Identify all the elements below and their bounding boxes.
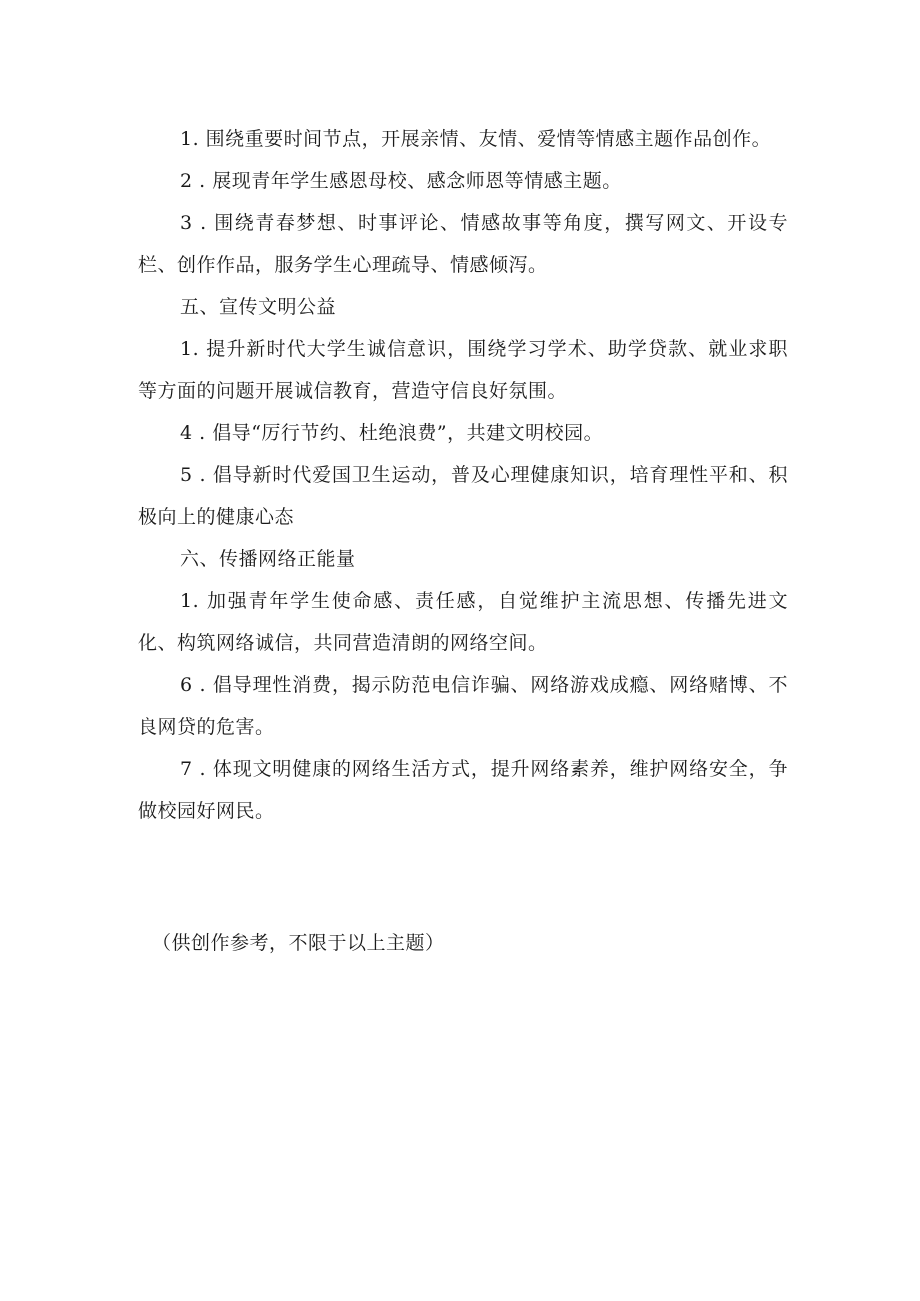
paragraph-emotion-2: 2 . 展现青年学生感恩母校、感念师恩等情感主题。 xyxy=(180,170,622,192)
paragraph-civility-2: 4 . 倡导“厉行节约、杜绝浪费”，共建文明校园。 xyxy=(180,422,604,444)
section-heading-network: 六、传播网络正能量 xyxy=(180,548,356,570)
paragraph-civility-3: 5 . 倡导新时代爱国卫生运动，普及心理健康知识，培育理性平和、积极向上的健康心态 xyxy=(138,464,788,528)
section-heading-civility: 五、宣传文明公益 xyxy=(180,296,337,318)
paragraph-emotion-3: 3 . 围绕青春梦想、时事评论、情感故事等角度，撰写网文、开设专栏、创作作品，服务学生心理疏导、情感倾泻。 xyxy=(138,212,788,276)
paragraph-network-3: 7 . 体现文明健康的网络生活方式，提升网络素养，维护网络安全，争做校园好网民。 xyxy=(138,758,788,822)
paragraph-civility-1: 1. 提升新时代大学生诚信意识，围绕学习学术、助学贷款、就业求职等方面的问题开展诚信教育，营造守信良好氛围。 xyxy=(138,338,788,402)
paragraph-network-2: 6 . 倡导理性消费，揭示防范电信诈骗、网络游戏成瘾、网络赌博、不良网贷的危害。 xyxy=(138,674,788,738)
paragraph-emotion-1: 1. 围绕重要时间节点，开展亲情、友情、爱情等情感主题作品创作。 xyxy=(180,128,772,150)
reference-note: （供创作参考，不限于以上主题） xyxy=(152,932,445,954)
paragraph-network-1: 1. 加强青年学生使命感、责任感，自觉维护主流思想、传播先进文化、构筑网络诚信，共同营造清朗的网络空间。 xyxy=(138,590,788,654)
document-body xyxy=(138,118,788,832)
